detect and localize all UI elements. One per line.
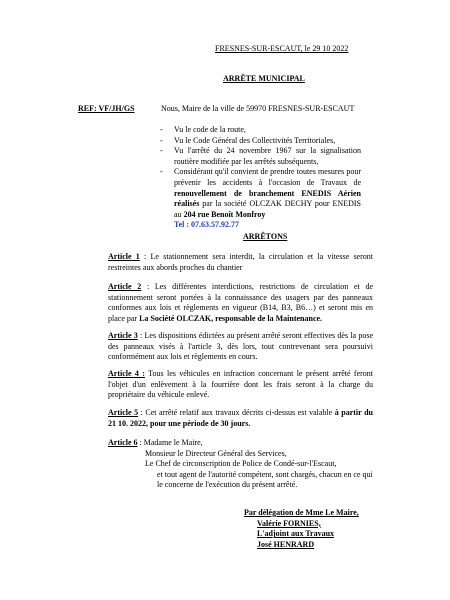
article-line: Le Chef de circonscription de Police de Condé-sur-l'Escaut, bbox=[145, 459, 337, 469]
article-2 bbox=[108, 282, 373, 324]
mayor-intro: Nous, Maire de la ville de 59970 FRESNES-SUR-ESCAUT bbox=[161, 104, 355, 113]
bullet: - bbox=[160, 135, 163, 145]
consideration-item bbox=[160, 146, 361, 167]
consideration-text: Vu le code de la route, bbox=[174, 125, 246, 134]
bullet: - bbox=[160, 125, 163, 134]
delegation-line: Par délégation de Mme Le Maire, bbox=[244, 508, 359, 517]
bullet: - bbox=[160, 167, 163, 177]
article-label: Article 4 : bbox=[108, 369, 145, 378]
consideration-text: Considérant qu'il convient de prendre toutes mesures pour prévenir les accidents à l'occasion de Travaux de bbox=[174, 167, 361, 187]
consideration-item bbox=[160, 135, 361, 147]
article-1 bbox=[108, 252, 373, 273]
article-5 bbox=[108, 408, 373, 429]
article-text: : Cet arrêté relatif aux travaux décrits ci-dessus est valable bbox=[138, 408, 335, 417]
arretons-heading: ARRÊTONS bbox=[243, 232, 288, 241]
article-line: Monsieur le Directeur Général des Services, bbox=[145, 448, 287, 458]
signature-block bbox=[244, 508, 359, 550]
article-4 bbox=[108, 369, 373, 401]
bullet: - bbox=[160, 146, 163, 156]
article-bold-text: à partir du 21 10. 2022, pour une période de 30 jours. bbox=[108, 408, 373, 428]
article-3 bbox=[108, 331, 373, 363]
consideration-text: par la société OLCZAK DECHY pour ENEDIS au bbox=[174, 199, 361, 219]
article-text: : Le stationnement sera interdit, la circulation et la vitesse seront restreintes aux abords proches du chantier bbox=[108, 252, 373, 272]
article-label: Article 5 bbox=[108, 408, 139, 417]
contact-phone: Tel : 07.63.57.92.77 bbox=[174, 220, 240, 230]
works-description: renouvellement de branchement ENEDIS Aérien réalisés bbox=[174, 188, 361, 209]
consideration-item bbox=[160, 125, 361, 136]
reference-label: REF: VF/JH/GS bbox=[78, 104, 135, 113]
article-text: : Les différentes interdictions, restrictions de circulation et de stationnement seront portées à la connaissance des usagers par des panneaux conformes aux lois et règlements en vigueur (B14, B3, B6…) et seront mis en place par bbox=[108, 282, 374, 323]
signatory-name-2: José HENRARD bbox=[257, 539, 315, 549]
works-address: 204 rue Benoît Monfroy bbox=[183, 209, 266, 219]
article-label: Article 3 bbox=[108, 331, 138, 340]
consideration-item bbox=[160, 167, 361, 220]
article-label: Article 1 bbox=[108, 252, 140, 261]
article-text: : Madame le Maire, bbox=[139, 438, 203, 447]
article-bold-text: La Société OLCZAK, responsable de la Maintenance. bbox=[139, 313, 323, 323]
article-6 bbox=[108, 438, 378, 491]
consideration-text: Vu l'arrêté du 24 novembre 1967 sur la signalisation routière modifiée par les arrêtés subséquents, bbox=[174, 146, 361, 166]
considerations-list bbox=[160, 125, 361, 231]
article-text: Tous les véhicules en infraction concernant le présent arrêté feront l'objet d'un enlèvement à la fourrière dont les frais seront à la charge du propriétaire du véhicule enlevé. bbox=[108, 369, 374, 400]
article-text: : Les dispositions édictées au présent arrêté seront effectives dès la pose des panneaux visés à l'article 3, dès lors, tout contrevenant sera poursuivi conformément aux lois et règlements en cours. bbox=[108, 331, 374, 362]
consideration-text: Vu le Code Général des Collectivités Territoriales, bbox=[174, 135, 336, 145]
document-title: ARRÊTE MUNICIPAL bbox=[223, 74, 305, 83]
article-line: et tout agent de l'autorité compétent, sont chargés, chacun en ce qui le concerne de l'exécution du présent arrêté. bbox=[157, 469, 373, 490]
signatory-name: Valérie FORNIES, bbox=[257, 518, 321, 528]
article-label: Article 6 bbox=[108, 438, 138, 447]
article-label: Article 2 bbox=[108, 282, 142, 291]
place-date: FRESNES-SUR-ESCAUT, le 29 10 2022 bbox=[215, 44, 349, 53]
signatory-role: L'adjoint aux Travaux bbox=[257, 529, 335, 539]
